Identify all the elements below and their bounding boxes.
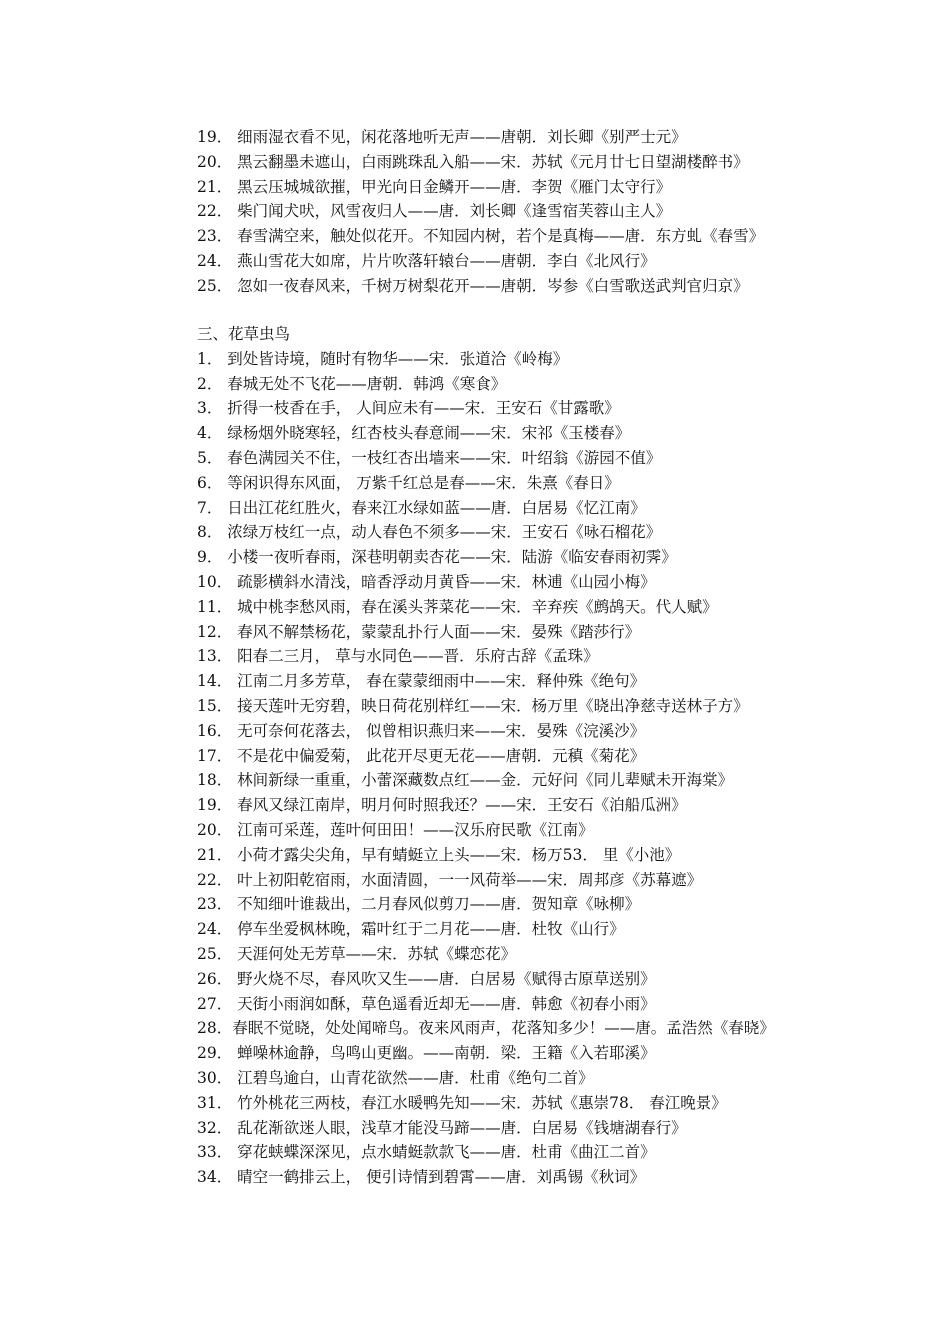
poem-line: 20． 黑云翻墨未遮山，白雨跳珠乱入船——宋．苏轼《元月廿七日望湖楼醉书》 [197, 152, 749, 171]
poem-line: 22． 柴门闻犬吠，风雪夜归人——唐．刘长卿《逢雪宿芙蓉山主人》 [197, 202, 672, 221]
poem-line: 27． 天街小雨润如酥，草色遥看近却无——唐．韩愈《初春小雨》 [197, 994, 656, 1013]
poem-line: 24． 停车坐爱枫林晚，霜叶红于二月花——唐．杜牧《山行》 [197, 920, 625, 939]
poem-line: 25． 天涯何处无芳草——宋．苏轼《蝶恋花》 [197, 944, 517, 963]
section-heading: 三、花草虫鸟 [197, 325, 291, 343]
poem-line: 23． 不知细叶谁裁出，二月春风似剪刀——唐．贺知章《咏柳》 [197, 895, 641, 914]
poem-line: 11． 城中桃李愁风雨，春在溪头荠菜花——宋．辛弃疾《鹧鸪天。代人赋》 [197, 597, 718, 616]
poem-line: 7． 日出江花红胜火，春来江水绿如蓝——唐．白居易《忆江南》 [197, 498, 646, 517]
poem-line: 21． 小荷才露尖尖角，早有蜻蜓立上头——宋．杨万53． 里《小池》 [197, 845, 681, 864]
poem-line: 31． 竹外桃花三两枝，春江水暖鸭先知——宋．苏轼《惠崇78． 春江晚景》 [197, 1093, 727, 1112]
poem-line: 26． 野火烧不尽，春风吹又生——唐．白居易《赋得古原草送别》 [197, 969, 656, 988]
poem-line: 5． 春色满园关不住，一枝红杏出墙来——宋．叶绍翁《游园不值》 [197, 448, 662, 467]
poem-line: 30． 江碧鸟逾白，山青花欲然——唐．杜甫《绝句二首》 [197, 1068, 594, 1087]
poem-line: 23． 春雪满空来，触处似花开。不知园内树，若个是真梅——唐．东方虬《春雪》 [197, 227, 765, 246]
poem-line: 18． 林间新绿一重重，小蕾深藏数点红——金．元好问《同儿辈赋未开海棠》 [197, 771, 734, 790]
section-flowers-birds [197, 322, 817, 1190]
poem-line: 8． 浓绿万枝红一点，动人春色不须多——宋．王安石《咏石榴花》 [197, 523, 662, 542]
poem-line: 29． 蝉噪林逾静，鸟鸣山更幽。——南朝．梁．王籍《入若耶溪》 [197, 1044, 656, 1063]
poem-line: 10． 疏影横斜水清浅，暗香浮动月黄昏——宋．林逋《山园小梅》 [197, 572, 656, 591]
poem-list-flowers [197, 347, 817, 1190]
poem-line: 25． 忽如一夜春风来，千树万树梨花开——唐朝．岑参《白雪歌送武判官归京》 [197, 276, 749, 295]
poem-line: 16． 无可奈何花落去， 似曾相识燕归来——宋．晏殊《浣溪沙》 [197, 721, 646, 740]
poem-line: 32． 乱花渐欲迷人眼，浅草才能没马蹄——唐．白居易《钱塘湖春行》 [197, 1118, 687, 1137]
poem-line: 28．春眠不觉晓，处处闻啼鸟。夜来风雨声，花落知多少！——唐。孟浩然《春晓》 [197, 1019, 775, 1038]
poem-line: 22． 叶上初阳乾宿雨，水面清圆，一一风荷举——宋．周邦彦《苏幕遮》 [197, 870, 703, 889]
poem-line: 1． 到处皆诗境，随时有物华——宋．张道洽《岭梅》 [197, 349, 569, 368]
poem-line: 14． 江南二月多芳草， 春在蒙蒙细雨中——宋．释仲殊《绝句》 [197, 672, 646, 691]
poem-line: 9． 小楼一夜听春雨，深巷明朝卖杏花——宋．陆游《临安春雨初霁》 [197, 548, 677, 567]
poem-line: 33． 穿花蛱蝶深深见，点水蜻蜓款款飞——唐．杜甫《曲江二首》 [197, 1143, 656, 1162]
poem-line: 19． 细雨湿衣看不见，闲花落地听无声——唐朝．刘长卿《别严士元》 [197, 128, 687, 146]
poem-line: 34． 晴空一鹤排云上， 便引诗情到碧霄——唐．刘禹锡《秋词》 [197, 1168, 646, 1187]
poem-line: 20． 江南可采莲，莲叶何田田！——汉乐府民歌《江南》 [197, 820, 594, 839]
poem-line: 4． 绿杨烟外晓寒轻，红杏枝头春意闹——宋．宋祁《玉楼春》 [197, 424, 631, 443]
poem-line: 19． 春风又绿江南岸，明月何时照我还？——宋．王安石《泊船瓜洲》 [197, 796, 687, 815]
poem-line: 2． 春城无处不飞花——唐朝．韩鸿《寒食》 [197, 374, 507, 393]
poem-list-winter [197, 125, 817, 299]
poem-line: 21． 黑云压城城欲摧，甲光向日金鳞开——唐．李贺《雁门太守行》 [197, 177, 672, 196]
poem-line: 24． 燕山雪花大如席，片片吹落轩辕台——唐朝．李白《北风行》 [197, 251, 656, 270]
poem-line: 17． 不是花中偏爱菊， 此花开尽更无花——唐朝．元稹《菊花》 [197, 746, 646, 765]
poem-line: 15． 接天莲叶无穷碧，映日荷花别样红——宋．杨万里《晓出净慈寺送林子方》 [197, 696, 749, 715]
poem-line: 13． 阳春二三月， 草与水同色——晋．乐府古辞《孟珠》 [197, 647, 599, 666]
poem-line: 6． 等闲识得东风面， 万紫千红总是春——宋．朱熹《春日》 [197, 473, 620, 492]
poem-line: 3． 折得一枝香在手， 人间应未有——宋．王安石《甘露歌》 [197, 399, 620, 418]
poem-line: 12． 春风不解禁杨花，蒙蒙乱扑行人面——宋．晏殊《踏莎行》 [197, 622, 641, 641]
